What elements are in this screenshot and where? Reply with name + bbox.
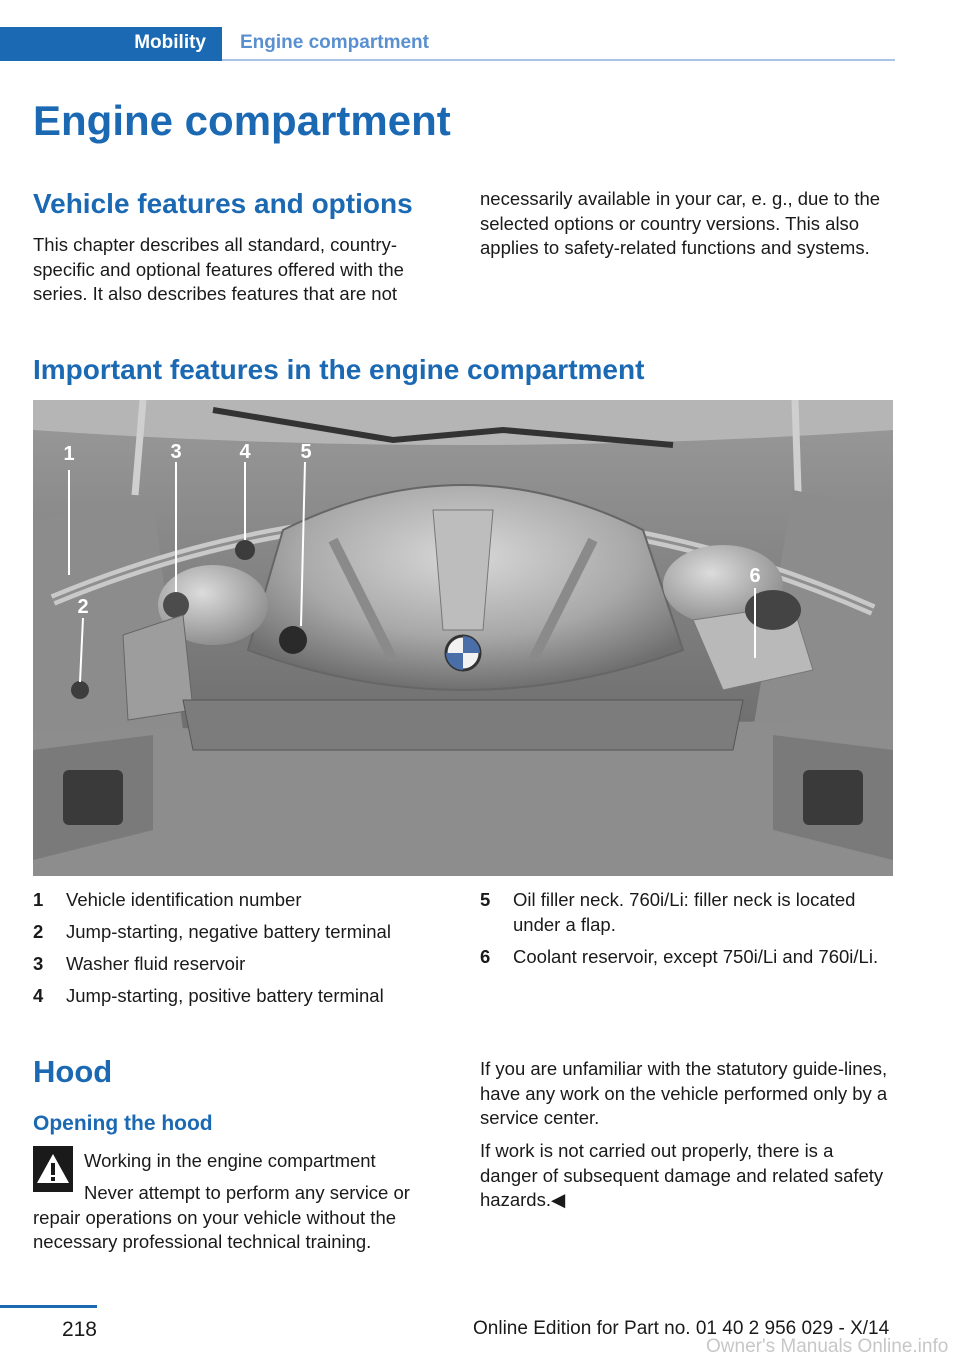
warning-text: Never attempt to perform any service or repair operations on your vehicle without the necessary professional technical training.: [33, 1182, 410, 1252]
hood-col2-p2: If work is not carried out properly, there is a danger of subsequent damage and related safety hazards.◀: [480, 1140, 884, 1210]
chapter-title: Engine compartment: [240, 32, 429, 53]
callout-3: 3: [170, 441, 182, 463]
legend-num: 6: [480, 945, 491, 967]
legend-left: [33, 888, 463, 1016]
callout-6: 6: [749, 565, 761, 587]
legend-item: [480, 945, 892, 970]
legend-item: [33, 984, 463, 1009]
legend-item: [33, 952, 463, 977]
legend-num: 1: [33, 889, 44, 910]
header-rule: [222, 59, 895, 61]
legend-text: Oil filler neck. 760i/Li: filler neck is located under a flap.: [513, 889, 856, 935]
legend-text: Jump-starting, negative battery terminal: [66, 921, 391, 942]
footer-rule: [0, 1305, 97, 1308]
legend-item: [33, 920, 463, 945]
page-title: Engine compartment: [33, 97, 451, 144]
legend-text: Washer fluid reservoir: [66, 953, 246, 974]
legend-text: Vehicle identification number: [66, 889, 302, 910]
legend-text: Coolant reservoir, except 750i/Li and 760i/Li.: [513, 945, 879, 967]
important-features-heading: Important features in the engine compartment: [33, 354, 645, 385]
edition-text: Online Edition for Part no. 01 40 2 956 029 - X/14: [473, 1318, 890, 1339]
watermark: Owner's Manuals Online.info: [706, 1336, 949, 1357]
hood-col2-p1: If you are unfamiliar with the statutory guide-lines, have any work on the vehicle performed only by a service center.: [480, 1058, 888, 1128]
callout-2: 2: [77, 596, 89, 618]
callout-5: 5: [300, 441, 312, 463]
legend-item: [33, 888, 463, 913]
callout-4: 4: [239, 441, 251, 463]
legend-right: [480, 888, 892, 977]
page-number: 218: [61, 1318, 97, 1341]
legend-item: [480, 888, 892, 937]
section-tab: Mobility: [0, 27, 222, 61]
legend-num: 5: [480, 889, 491, 910]
vehicle-features-col2: necessarily available in your car, e. g., due to the selected options or country versions. This also applies to safety-related functions and systems.: [480, 188, 881, 258]
legend-num: 4: [33, 985, 44, 1006]
engine-illustration: [33, 400, 893, 876]
callout-1: 1: [63, 443, 75, 465]
running-header: [0, 27, 895, 63]
legend-num: 3: [33, 953, 44, 974]
hood-heading: Hood: [33, 1054, 113, 1089]
legend-text: Jump-starting, positive battery terminal: [66, 985, 384, 1006]
engine-compartment-photo: [33, 400, 893, 876]
vehicle-features-heading: Vehicle features and options: [33, 188, 413, 219]
vehicle-features-col1: This chapter describes all standard, country-specific and optional features offered with the series. It also describes features that are not: [33, 234, 404, 304]
warning-title: Working in the engine compartment: [84, 1150, 376, 1171]
opening-hood-subheading: Opening the hood: [33, 1112, 213, 1135]
legend-num: 2: [33, 921, 44, 942]
